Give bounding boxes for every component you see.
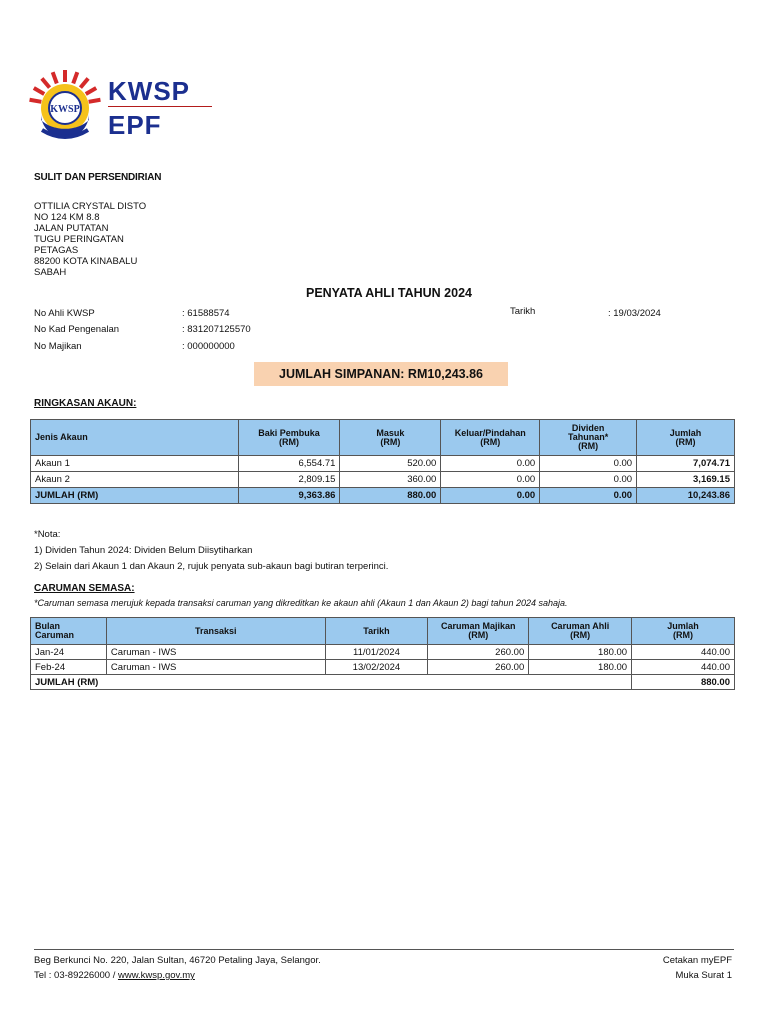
logo-line1: KWSP [108, 76, 190, 106]
cell-opening: 9,363.86 [238, 488, 340, 504]
cell-month: Feb-24 [31, 660, 107, 675]
table-row [31, 660, 735, 675]
note-item: 1) Dividen Tahun 2024: Dividen Belum Diisytiharkan [34, 545, 253, 556]
date-value: : 19/03/2024 [608, 308, 661, 319]
account-summary-table [30, 419, 735, 504]
kwsp-logo [28, 70, 188, 142]
date-label: Tarikh [510, 306, 536, 317]
cell-out: 0.00 [441, 488, 540, 504]
svg-text:KWSP: KWSP [50, 104, 80, 115]
address-line: 88200 KOTA KINABALU [34, 256, 138, 267]
member-address [34, 201, 146, 278]
total-savings-banner: JUMLAH SIMPANAN: RM10,243.86 [254, 362, 508, 386]
cell-in: 880.00 [340, 488, 441, 504]
footer-tel: Tel : 03-89226000 / www.kwsp.gov.my [34, 970, 195, 981]
contributions-note: *Caruman semasa merujuk kepada transaksi caruman yang dikreditkan ke akaun ahli (Akaun 1 dan Akaun 2) bagi tahun 2024 sahaja. [34, 598, 568, 608]
note-item: 2) Selain dari Akaun 1 dan Akaun 2, rujuk penyata sub-akaun bagi butiran terperinci. [34, 561, 389, 572]
cell-total: 440.00 [632, 645, 735, 660]
table-row [31, 472, 735, 488]
header-date: Tarikh [325, 618, 428, 645]
cell-total: 3,169.15 [637, 472, 735, 488]
cell-total: 440.00 [632, 660, 735, 675]
table-total-row [31, 488, 735, 504]
cell-total: 7,074.71 [637, 456, 735, 472]
employer-no-label: No Majikan [34, 341, 82, 352]
printed-by: Cetakan myEPF [662, 955, 732, 966]
table-header-row [31, 618, 735, 645]
table-total-row [31, 675, 735, 690]
header-transaction: Transaksi [106, 618, 325, 645]
current-contributions-title: CARUMAN SEMASA: [34, 583, 135, 594]
cell-date: 13/02/2024 [325, 660, 428, 675]
footer-contact [34, 953, 321, 983]
employer-no-value: : 000000000 [182, 341, 235, 352]
cell-account-type: Akaun 2 [31, 472, 239, 488]
cell-total: 880.00 [632, 675, 735, 690]
address-line: JALAN PUTATAN [34, 223, 109, 234]
address-line: OTTILIA CRYSTAL DISTO [34, 201, 147, 212]
header-total: Jumlah (RM) [632, 618, 735, 645]
account-summary-title: RINGKASAN AKAUN: [34, 398, 137, 409]
member-no-value: : 61588574 [182, 308, 230, 319]
address-line: NO 124 KM 8.8 [34, 212, 100, 223]
cell-total-label: JUMLAH (RM) [31, 488, 239, 504]
address-line: PETAGAS [34, 245, 79, 256]
header-total: Jumlah (RM) [637, 420, 735, 456]
cell-in: 520.00 [340, 456, 441, 472]
table-row [31, 645, 735, 660]
address-line: SABAH [34, 267, 67, 278]
footer-address: Beg Berkunci No. 220, Jalan Sultan, 46720 Petaling Jaya, Selangor. [34, 955, 321, 966]
table-header-row [31, 420, 735, 456]
cell-month: Jan-24 [31, 645, 107, 660]
cell-date: 11/01/2024 [325, 645, 428, 660]
cell-member: 180.00 [529, 645, 632, 660]
footer-divider [34, 949, 734, 950]
cell-transaction: Caruman - IWS [106, 660, 325, 675]
notes [34, 527, 388, 575]
confidential-label: SULIT DAN PERSENDIRIAN [34, 172, 162, 183]
contributions-table [30, 617, 735, 690]
cell-dividend: 0.00 [540, 456, 637, 472]
logo-line2: EPF [108, 110, 162, 140]
ic-value: : 831207125570 [182, 324, 251, 335]
cell-dividend: 0.00 [540, 488, 637, 504]
statement-title: PENYATA AHLI TAHUN 2024 [305, 286, 472, 300]
notes-label: *Nota: [34, 529, 61, 540]
cell-employer: 260.00 [428, 660, 529, 675]
footer-meta [663, 953, 732, 983]
cell-employer: 260.00 [428, 645, 529, 660]
kwsp-emblem-icon [28, 70, 102, 142]
header-out: Keluar/Pindahan (RM) [441, 420, 540, 456]
header-employer-contribution: Caruman Majikan (RM) [428, 618, 529, 645]
cell-member: 180.00 [529, 660, 632, 675]
cell-transaction: Caruman - IWS [106, 645, 325, 660]
logo-divider [108, 106, 212, 107]
header-dividend: Dividen Tahunan* (RM) [540, 420, 637, 456]
header-month: Bulan Caruman [31, 618, 107, 645]
header-member-contribution: Caruman Ahli (RM) [529, 618, 632, 645]
address-line: TUGU PERINGATAN [34, 234, 124, 245]
cell-opening: 6,554.71 [238, 456, 340, 472]
cell-in: 360.00 [340, 472, 441, 488]
cell-out: 0.00 [441, 472, 540, 488]
cell-opening: 2,809.15 [238, 472, 340, 488]
cell-dividend: 0.00 [540, 472, 637, 488]
cell-total-label: JUMLAH (RM) [31, 675, 632, 690]
page-number: Muka Surat 1 [675, 970, 732, 981]
table-row [31, 456, 735, 472]
logo-wordmark [108, 78, 190, 138]
member-no-label: No Ahli KWSP [34, 308, 95, 319]
cell-out: 0.00 [441, 456, 540, 472]
ic-label: No Kad Pengenalan [34, 324, 120, 335]
cell-account-type: Akaun 1 [31, 456, 239, 472]
header-in: Masuk (RM) [340, 420, 441, 456]
header-opening-balance: Baki Pembuka (RM) [238, 420, 340, 456]
header-account-type: Jenis Akaun [31, 420, 239, 456]
website-link[interactable]: www.kwsp.gov.my [117, 970, 195, 981]
cell-total: 10,243.86 [637, 488, 735, 504]
